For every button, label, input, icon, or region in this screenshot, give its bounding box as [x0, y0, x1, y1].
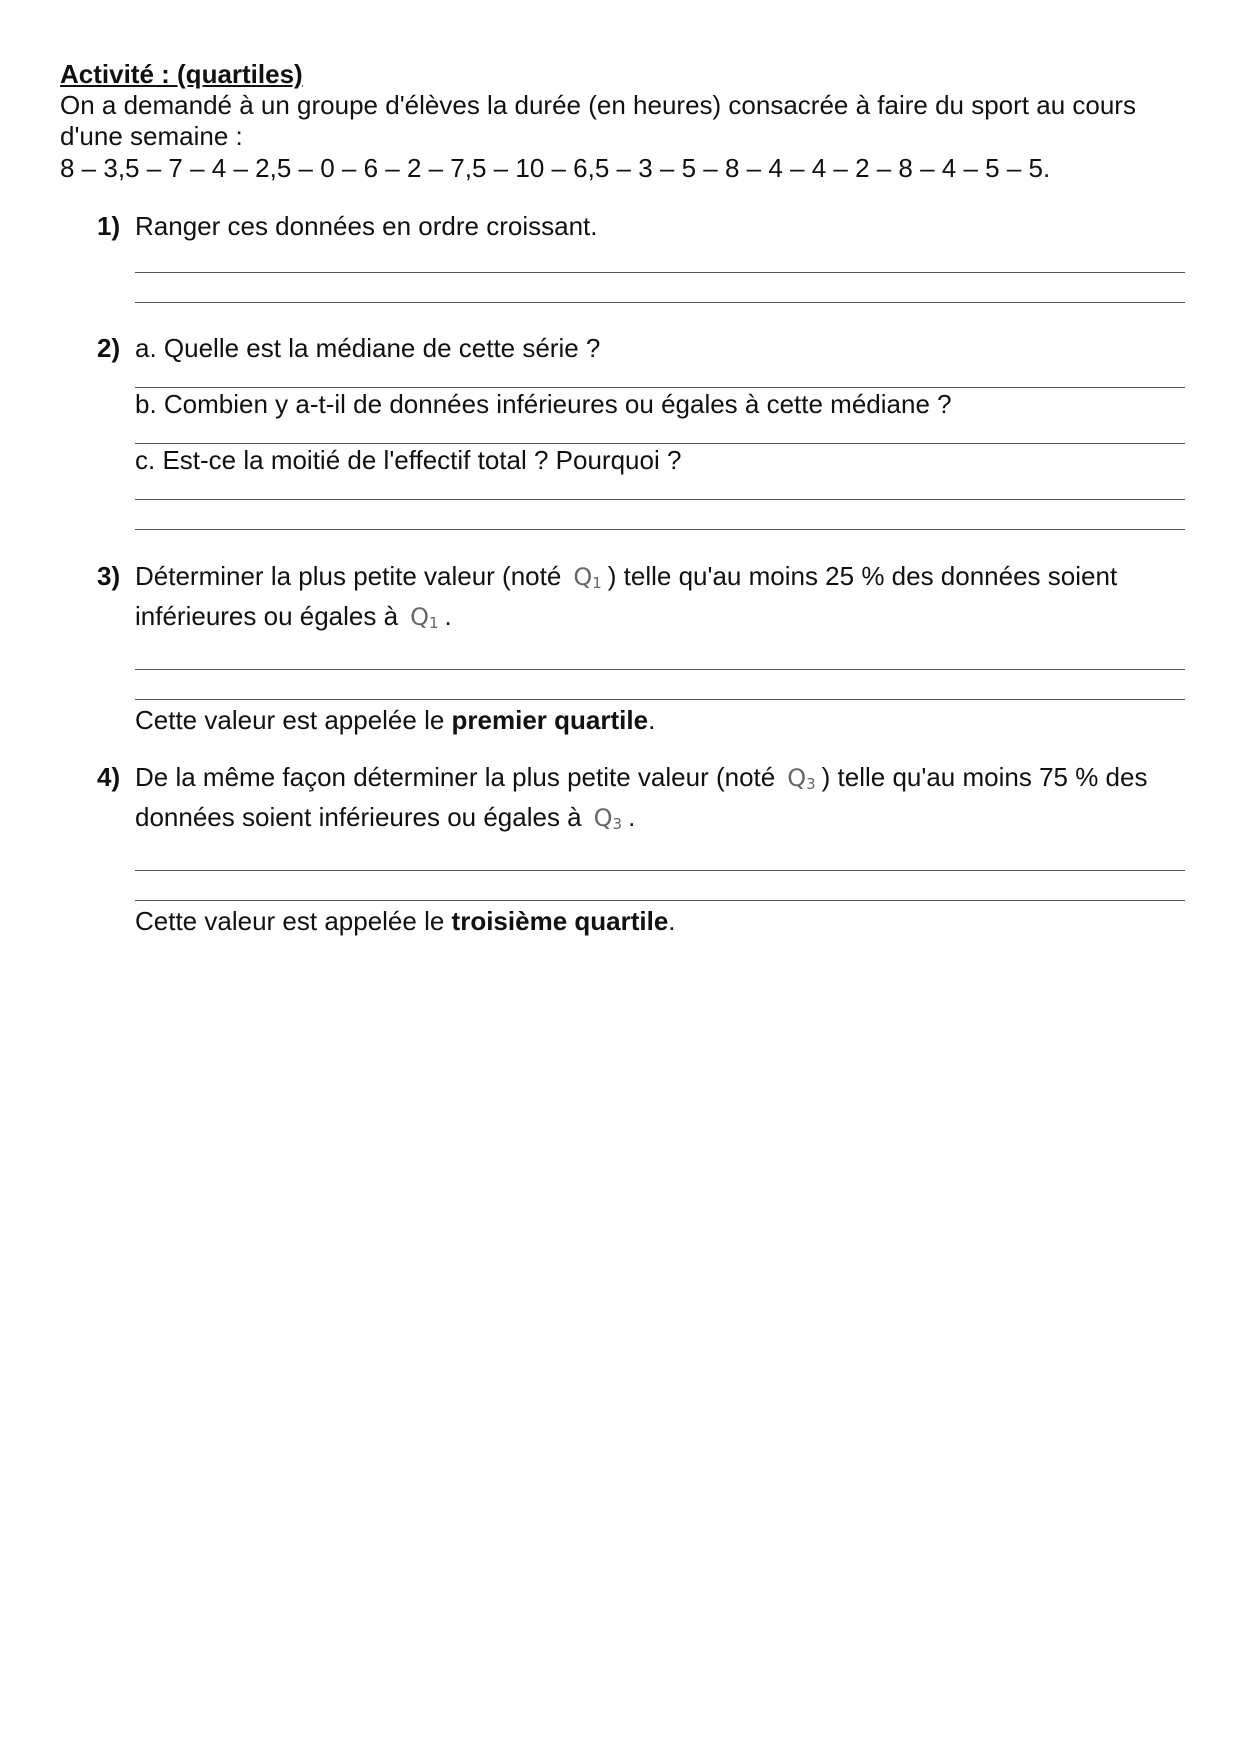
data-series: 8 – 3,5 – 7 – 4 – 2,5 – 0 – 6 – 2 – 7,5 – 10 – 6,5 – 3 – 5 – 8 – 4 – 4 – 2 – 8 – 4 – 5 – 5.: [60, 153, 1051, 183]
question-1: [60, 210, 1185, 303]
q1-symbol: $Q_1$: [573, 563, 602, 592]
activity-title: Activité : (quartiles): [60, 59, 303, 89]
answer-line[interactable]: [135, 365, 1185, 388]
q1-symbol: $Q_1$: [410, 603, 439, 632]
answer-line[interactable]: [135, 640, 1185, 670]
quartile-term: premier quartile: [451, 705, 649, 735]
activity-intro: On a demandé à un groupe d'élèves la durée (en heures) consacrée à faire du sport au cours d'une semaine :: [60, 90, 1136, 151]
question-text-part: ) telle qu'au moins 75 % des données soient inférieures ou égales à: [135, 762, 1148, 832]
answer-line[interactable]: [135, 500, 1185, 530]
answer-line[interactable]: [135, 670, 1185, 700]
quartile-term: troisième quartile: [451, 906, 669, 936]
question-text: [135, 560, 1185, 640]
answer-line[interactable]: [135, 273, 1185, 303]
question-number: 1): [97, 211, 121, 241]
question-2c-text: c. Est-ce la moitié de l'effectif total ? Pourquoi ?: [135, 445, 682, 475]
question-2: [60, 332, 1185, 530]
question-text-part: Déterminer la plus petite valeur (noté: [135, 561, 562, 591]
question-text-part: .: [628, 802, 636, 832]
question-3: [60, 560, 1185, 737]
question-text: [135, 761, 1185, 841]
quartile-definition: Cette valeur est appelée le troisième quartile.: [135, 906, 676, 936]
answer-line[interactable]: [135, 841, 1185, 871]
question-text-part: ) telle qu'au moins 25 % des données soient inférieures ou égales à: [135, 561, 1118, 631]
question-number: 3): [97, 561, 121, 591]
question-text-part: De la même façon déterminer la plus petite valeur (noté: [135, 762, 776, 792]
question-4: [60, 761, 1185, 938]
answer-line[interactable]: [135, 477, 1185, 500]
q3-symbol: $Q_3$: [593, 804, 623, 833]
quartile-definition: Cette valeur est appelée le premier quartile.: [135, 705, 656, 735]
worksheet-page: [60, 58, 1185, 938]
answer-line[interactable]: [135, 243, 1185, 273]
q3-symbol: $Q_3$: [787, 764, 816, 793]
question-text: Ranger ces données en ordre croissant.: [135, 211, 598, 241]
answer-line[interactable]: [135, 421, 1185, 444]
question-text-part: .: [444, 601, 452, 631]
question-2a-text: a. Quelle est la médiane de cette série ?: [135, 333, 601, 363]
question-number: 4): [97, 762, 121, 792]
question-2b-text: b. Combien y a-t-il de données inférieures ou égales à cette médiane ?: [135, 389, 952, 419]
question-number: 2): [97, 333, 121, 363]
answer-line[interactable]: [135, 871, 1185, 901]
